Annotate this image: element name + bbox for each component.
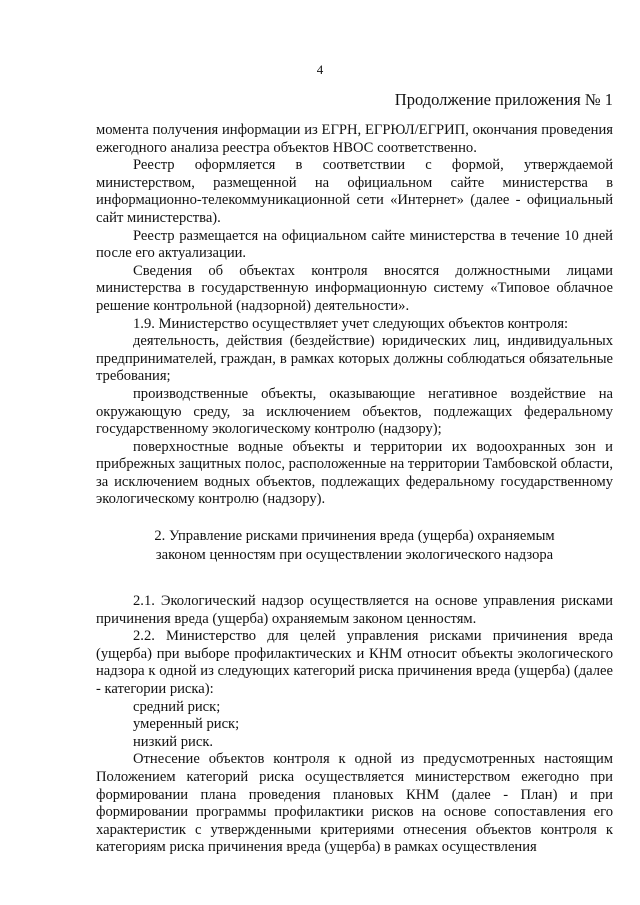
paragraph-2-2: 2.2. Министерство для целей управления рисками причинения вреда (ущерба) при выборе профилактических и КНМ относит объекты экологического надзора к одной из следующих категорий риска причинения вреда (ущерба) (далее - категории риска): [96, 628, 613, 698]
page-number: 4 [316, 62, 324, 77]
section-heading-line: законом ценностям при осуществлении экологического надзора [155, 547, 554, 564]
paragraph: момента получения информации из ЕГРН, ЕГРЮЛ/ЕГРИП, окончания проведения ежегодного анализа реестра объектов НВОС соответственно. [96, 122, 613, 156]
paragraph: Реестр оформляется в соответствии с формой, утверждаемой министерством, размещенной на официальном сайте министерства в информационно-телекоммуникационной сети «Интернет» (далее - официальный сайт министерства). [96, 157, 613, 226]
paragraph: Сведения об объектах контроля вносятся должностными лицами министерства в государственную информационную систему «Типовое облачное решение контрольной (надзорной) деятельности». [96, 262, 613, 314]
risk-category-item: умеренный риск; [133, 716, 240, 733]
paragraph: Реестр размещается на официальном сайте министерства в течение 10 дней после его актуализации. [96, 227, 613, 262]
section-heading [96, 527, 613, 565]
appendix-continuation-note: Продолжение приложения № 1 [394, 90, 613, 109]
paragraph: Отнесение объектов контроля к одной из предусмотренных настоящим Положением категорий риска осуществляется министерством ежегодно при формировании плана проведения плановых КНМ (далее - План) и при формировании программы профилактики рисков на основе сопоставления его характеристик с утвержденными критериями отнесения объектов контроля к категориям риска причинения вреда (ущерба) в рамках осуществления [96, 751, 613, 856]
paragraph-2-1: 2.1. Экологический надзор осуществляется на основе управления рисками причинения вреда (ущерба) охраняемым законом ценностям. [96, 593, 613, 627]
paragraph-1-9: 1.9. Министерство осуществляет учет следующих объектов контроля: [133, 315, 569, 332]
list-item: производственные объекты, оказывающие негативное воздействие на окружающую среду, за исключением объектов, подлежащих федеральному государственному экологическому контролю (надзору); [96, 385, 613, 438]
document-body [96, 122, 613, 857]
risk-category-item: средний риск; [133, 698, 221, 715]
section-heading-line: 2. Управление рисками причинения вреда (ущерба) охраняемым [154, 528, 555, 545]
list-item: деятельность, действия (бездействие) юридических лиц, индивидуальных предпринимателей, граждан, в рамках которых должны соблюдаться обязательные требования; [96, 333, 613, 385]
list-item: поверхностные водные объекты и территории их водоохранных зон и прибрежных защитных полос, расположенные на территории Тамбовской области, за исключением водных объектов, подлежащих федеральному государственному экологическому контролю (надзору). [96, 438, 613, 508]
risk-category-item: низкий риск. [133, 733, 214, 750]
